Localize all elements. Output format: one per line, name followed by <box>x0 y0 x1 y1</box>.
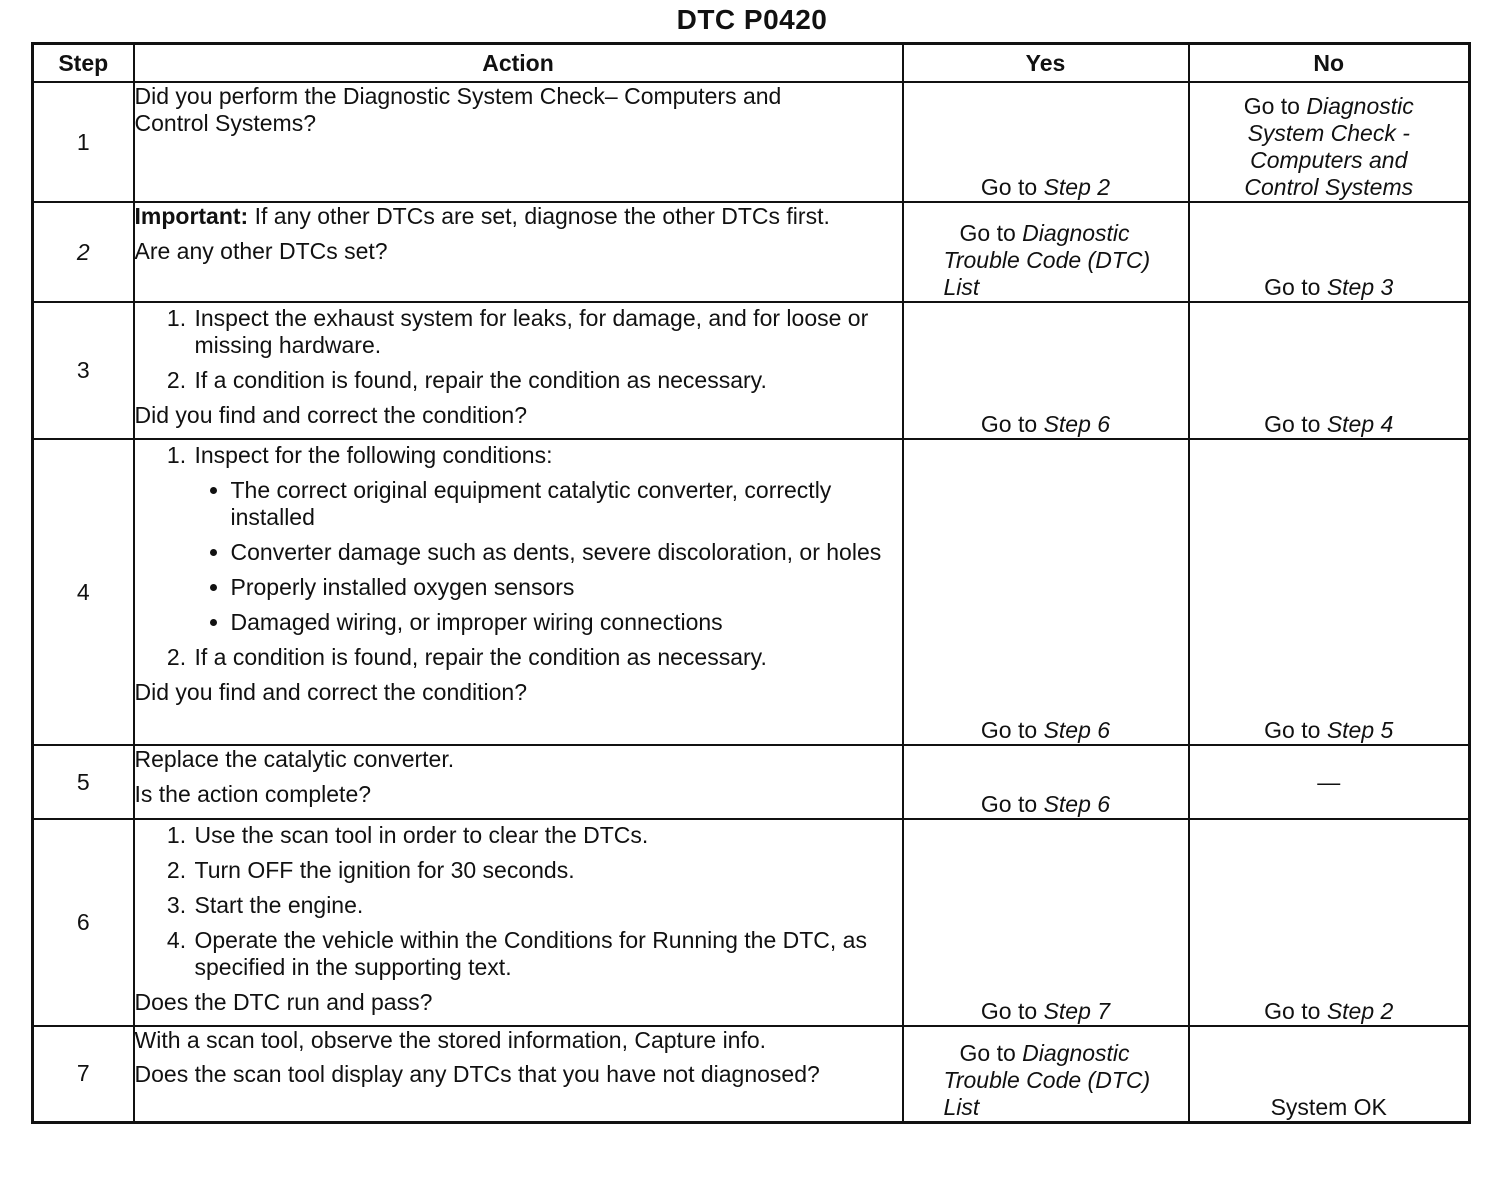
bullet-item: • Properly installed oxygen sensors <box>231 574 902 601</box>
yes-cell <box>903 202 1189 302</box>
yes-prefix: Go to <box>959 1039 1023 1066</box>
question-text: Did you perform the Diagnostic System Check– Computers and Control Systems? <box>134 83 782 136</box>
yes-cell <box>903 1026 1189 1122</box>
no-prefix: Go to <box>1264 274 1327 300</box>
step-number: 2 <box>33 202 134 302</box>
yes-prefix: Go to <box>980 998 1044 1024</box>
bullet-item: • The correct original equipment catalytic converter, correctly installed <box>231 477 902 531</box>
procedure-list <box>135 442 902 671</box>
list-item: 4. Operate the vehicle within the Conditions for Running the DTC, as specified in the supporting text. <box>193 927 902 981</box>
table-row-step-7 <box>33 1026 1470 1122</box>
list-item: 3. Start the engine. <box>193 892 902 919</box>
procedure-list <box>135 822 902 981</box>
no-cell <box>1189 1026 1470 1122</box>
no-prefix: Go to <box>1264 411 1327 437</box>
step-number: 4 <box>33 439 134 745</box>
yes-dtc-list-link[interactable]: Diagnostic Trouble Code (DTC) List <box>943 1039 1151 1120</box>
no-diagnostic-check-link[interactable]: Diagnostic System Check - Computers and Control Systems <box>1244 93 1414 200</box>
no-prefix: Go to <box>1264 998 1327 1024</box>
action-text: With a scan tool, observe the stored information, Capture info. <box>134 1027 767 1053</box>
action-cell <box>134 82 903 202</box>
bullet-item: • Converter damage such as dents, severe discoloration, or holes <box>231 539 902 566</box>
list-item: 2. If a condition is found, repair the condition as necessary. <box>193 644 902 671</box>
list-item: 1. Use the scan tool in order to clear the DTCs. <box>193 822 902 849</box>
no-cell <box>1189 745 1470 819</box>
action-cell <box>134 745 903 819</box>
no-step-link[interactable]: Step 4 <box>1326 411 1394 437</box>
step-number: 1 <box>33 82 134 202</box>
yes-prefix: Go to <box>980 717 1044 743</box>
header-no: No <box>1189 44 1470 83</box>
table-row-step-2 <box>33 202 1470 302</box>
question-text: Are any other DTCs set? <box>134 238 388 264</box>
table-row-step-6 <box>33 819 1470 1026</box>
action-cell <box>134 202 903 302</box>
important-text: If any other DTCs are set, diagnose the other DTCs first. <box>248 203 830 229</box>
action-cell <box>134 1026 903 1122</box>
no-cell <box>1189 82 1470 202</box>
yes-cell <box>903 745 1189 819</box>
table-row-step-4 <box>33 439 1470 745</box>
table-row-step-5 <box>33 745 1470 819</box>
table-header-row <box>33 44 1470 83</box>
no-prefix: Go to <box>1264 717 1327 743</box>
yes-dtc-list-link[interactable]: Diagnostic Trouble Code (DTC) List <box>943 220 1151 300</box>
no-step-link[interactable]: Step 3 <box>1326 274 1394 300</box>
step-number: 6 <box>33 819 134 1026</box>
yes-prefix: Go to <box>959 220 1023 246</box>
list-item-text: Inspect for the following conditions: <box>194 442 553 468</box>
page-title: DTC P0420 <box>676 4 828 35</box>
yes-step-link[interactable]: Step 6 <box>1043 411 1111 437</box>
yes-prefix: Go to <box>980 791 1044 817</box>
yes-step-link[interactable]: Step 6 <box>1043 791 1111 817</box>
question-text: Is the action complete? <box>134 781 372 807</box>
no-cell <box>1189 302 1470 439</box>
condition-bullets <box>195 477 902 636</box>
bullet-item: • Damaged wiring, or improper wiring connections <box>231 609 902 636</box>
procedure-list <box>135 305 902 394</box>
yes-cell <box>903 819 1189 1026</box>
no-cell <box>1189 819 1470 1026</box>
action-cell <box>134 439 903 745</box>
header-action: Action <box>134 44 903 83</box>
yes-cell <box>903 302 1189 439</box>
dtc-table <box>31 42 1471 1124</box>
yes-prefix: Go to <box>980 174 1044 200</box>
list-item: 2. If a condition is found, repair the condition as necessary. <box>193 367 902 394</box>
step-number: 3 <box>33 302 134 439</box>
table-row-step-1 <box>33 82 1470 202</box>
no-step-link[interactable]: Step 5 <box>1326 717 1394 743</box>
question-text: Did you find and correct the condition? <box>134 402 528 428</box>
step-number: 7 <box>33 1026 134 1122</box>
important-label: Important: <box>134 203 249 229</box>
no-prefix: Go to <box>1243 93 1307 119</box>
question-text: Did you find and correct the condition? <box>134 679 528 705</box>
yes-cell <box>903 439 1189 745</box>
yes-step-link[interactable]: Step 6 <box>1043 717 1111 743</box>
table-row-step-3 <box>33 302 1470 439</box>
action-cell <box>134 302 903 439</box>
yes-cell <box>903 82 1189 202</box>
header-step: Step <box>33 44 134 83</box>
header-yes: Yes <box>903 44 1189 83</box>
action-text: Replace the catalytic converter. <box>134 746 455 772</box>
list-item: 2. Turn OFF the ignition for 30 seconds. <box>193 857 902 884</box>
yes-step-link[interactable]: Step 2 <box>1043 174 1111 200</box>
no-cell <box>1189 202 1470 302</box>
no-step-link[interactable]: Step 2 <box>1326 998 1394 1024</box>
step-number: 5 <box>33 745 134 819</box>
action-cell <box>134 819 903 1026</box>
list-item: 1. Inspect the exhaust system for leaks, for damage, and for loose or missing hardware. <box>193 305 902 359</box>
no-dash: — <box>1317 768 1341 795</box>
list-item <box>193 442 902 636</box>
no-cell <box>1189 439 1470 745</box>
yes-step-link[interactable]: Step 7 <box>1043 998 1111 1024</box>
important-note <box>135 203 902 230</box>
system-ok-text: System OK <box>1270 1093 1387 1120</box>
question-text: Does the DTC run and pass? <box>134 989 433 1015</box>
question-text: Does the scan tool display any DTCs that you have not diagnosed? <box>134 1061 820 1087</box>
yes-prefix: Go to <box>980 411 1044 437</box>
